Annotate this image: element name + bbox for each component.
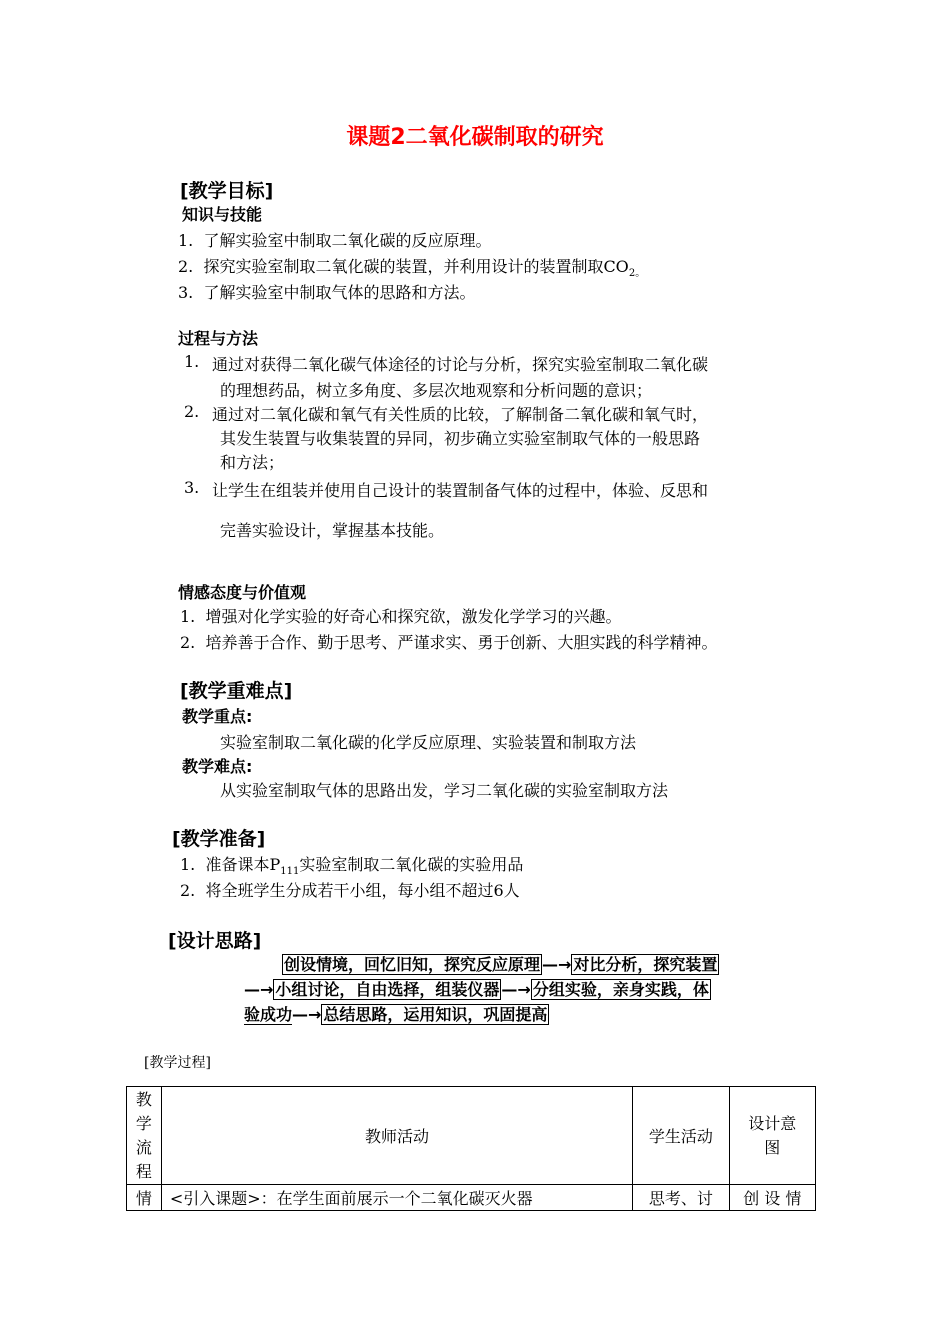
knowledge-heading: 知识与技能 [182, 205, 263, 224]
flow-step-2: 对比分析，探究装置 [573, 955, 718, 974]
process-item-2-line-1: 通过对二氧化碳和氧气有关性质的比较，了解制备二氧化碳和氧气时， [212, 405, 709, 424]
preparation-item-1: 1. 准备课本$P_{111}$实验室制取二氧化碳的实验用品 [180, 855, 524, 878]
design-flow-line-1 [282, 952, 719, 975]
flow-step-5: 总结思路，运用知识，巩固提高 [323, 1005, 548, 1024]
knowledge-item-2: 2. 探究实验室制取二氧化碳的装置，并利用设计的装置制取$CO_{2。}$ [178, 257, 646, 280]
header-teacher: 教师活动 [161, 1087, 632, 1185]
flow-arrow-icon: —→ [244, 980, 274, 999]
process-item-2-num: 2. [184, 402, 200, 421]
design-heading: [设计思路] [168, 930, 262, 952]
process-item-2-line-2: 其发生装置与收集装置的异同，初步确立实验室制取气体的一般思路 [220, 429, 701, 448]
difficulty-text: 从实验室制取气体的思路出发，学习二氧化碳的实验室制取方法 [220, 781, 669, 800]
table-header-row [127, 1087, 816, 1185]
key-points-heading: [教学重难点] [180, 680, 293, 702]
process-heading: 过程与方法 [178, 329, 259, 348]
row-flow: 情 [127, 1185, 162, 1211]
emotion-item-2: 2. 培养善于合作、勤于思考、严谨求实、勇于创新、大胆实践的科学精神。 [180, 633, 718, 652]
flow-arrow-icon: —→ [292, 1005, 322, 1024]
design-flow-line-3 [244, 1002, 549, 1025]
row-student: 思考、讨 [633, 1185, 729, 1211]
header-flow: 教 学 流 程 [127, 1087, 162, 1185]
design-flow-line-2 [244, 977, 711, 1000]
header-intent: 设计意 图 [729, 1087, 815, 1185]
flow-step-4: 分组实验，亲身实践，体 [532, 980, 709, 999]
knowledge-item-1: 1. 了解实验室中制取二氧化碳的反应原理。 [178, 231, 492, 250]
process-item-3-line-2: 完善实验设计，掌握基本技能。 [220, 521, 445, 540]
header-student: 学生活动 [633, 1087, 729, 1185]
flow-step-3: 小组讨论，自由选择，组装仪器 [275, 980, 500, 999]
focus-label: 教学重点: [182, 707, 253, 726]
focus-text: 实验室制取二氧化碳的化学反应原理、实验装置和制取方法 [220, 733, 637, 752]
process-item-2-line-3: 和方法； [220, 453, 285, 472]
knowledge-item-3: 3. 了解实验室中制取气体的思路和方法。 [178, 283, 476, 302]
page-title: 课题2二氧化碳制取的研究 [346, 125, 604, 150]
emotion-heading: 情感态度与价值观 [178, 583, 307, 602]
process-item-1-line-2: 的理想药品，树立多角度、多层次地观察和分析问题的意识； [220, 381, 653, 400]
flow-step-1: 创设情境，回忆旧知，探究反应原理 [284, 955, 541, 974]
process-table [126, 1086, 816, 1211]
objectives-heading: [教学目标] [180, 180, 274, 202]
process-item-1-line-1: 通过对获得二氧化碳气体途径的讨论与分析，探究实验室制取二氧化碳 [212, 355, 709, 374]
process-item-3-line-1: 让学生在组装并使用自己设计的装置制备气体的过程中，体验、反思和 [212, 481, 709, 500]
process-item-1-num: 1. [184, 352, 200, 371]
flow-arrow-icon: —→ [542, 955, 572, 974]
row-teacher: <引入课题>：在学生面前展示一个二氧化碳灭火器 [161, 1185, 632, 1211]
process-table-label: [教学过程] [144, 1055, 211, 1071]
flow-step-4-cont: 验成功 [244, 1005, 293, 1024]
emotion-item-1: 1. 增强对化学实验的好奇心和探究欲，激发化学学习的兴趣。 [180, 607, 622, 626]
process-item-3-num: 3. [184, 478, 200, 497]
difficulty-label: 教学难点: [182, 757, 253, 776]
flow-arrow-icon: —→ [501, 980, 531, 999]
preparation-item-2: 2. 将全班学生分成若干小组，每小组不超过6人 [180, 881, 520, 900]
preparation-heading: [教学准备] [172, 828, 266, 850]
row-intent: 创 设 情 [729, 1185, 815, 1211]
table-row [127, 1185, 816, 1211]
